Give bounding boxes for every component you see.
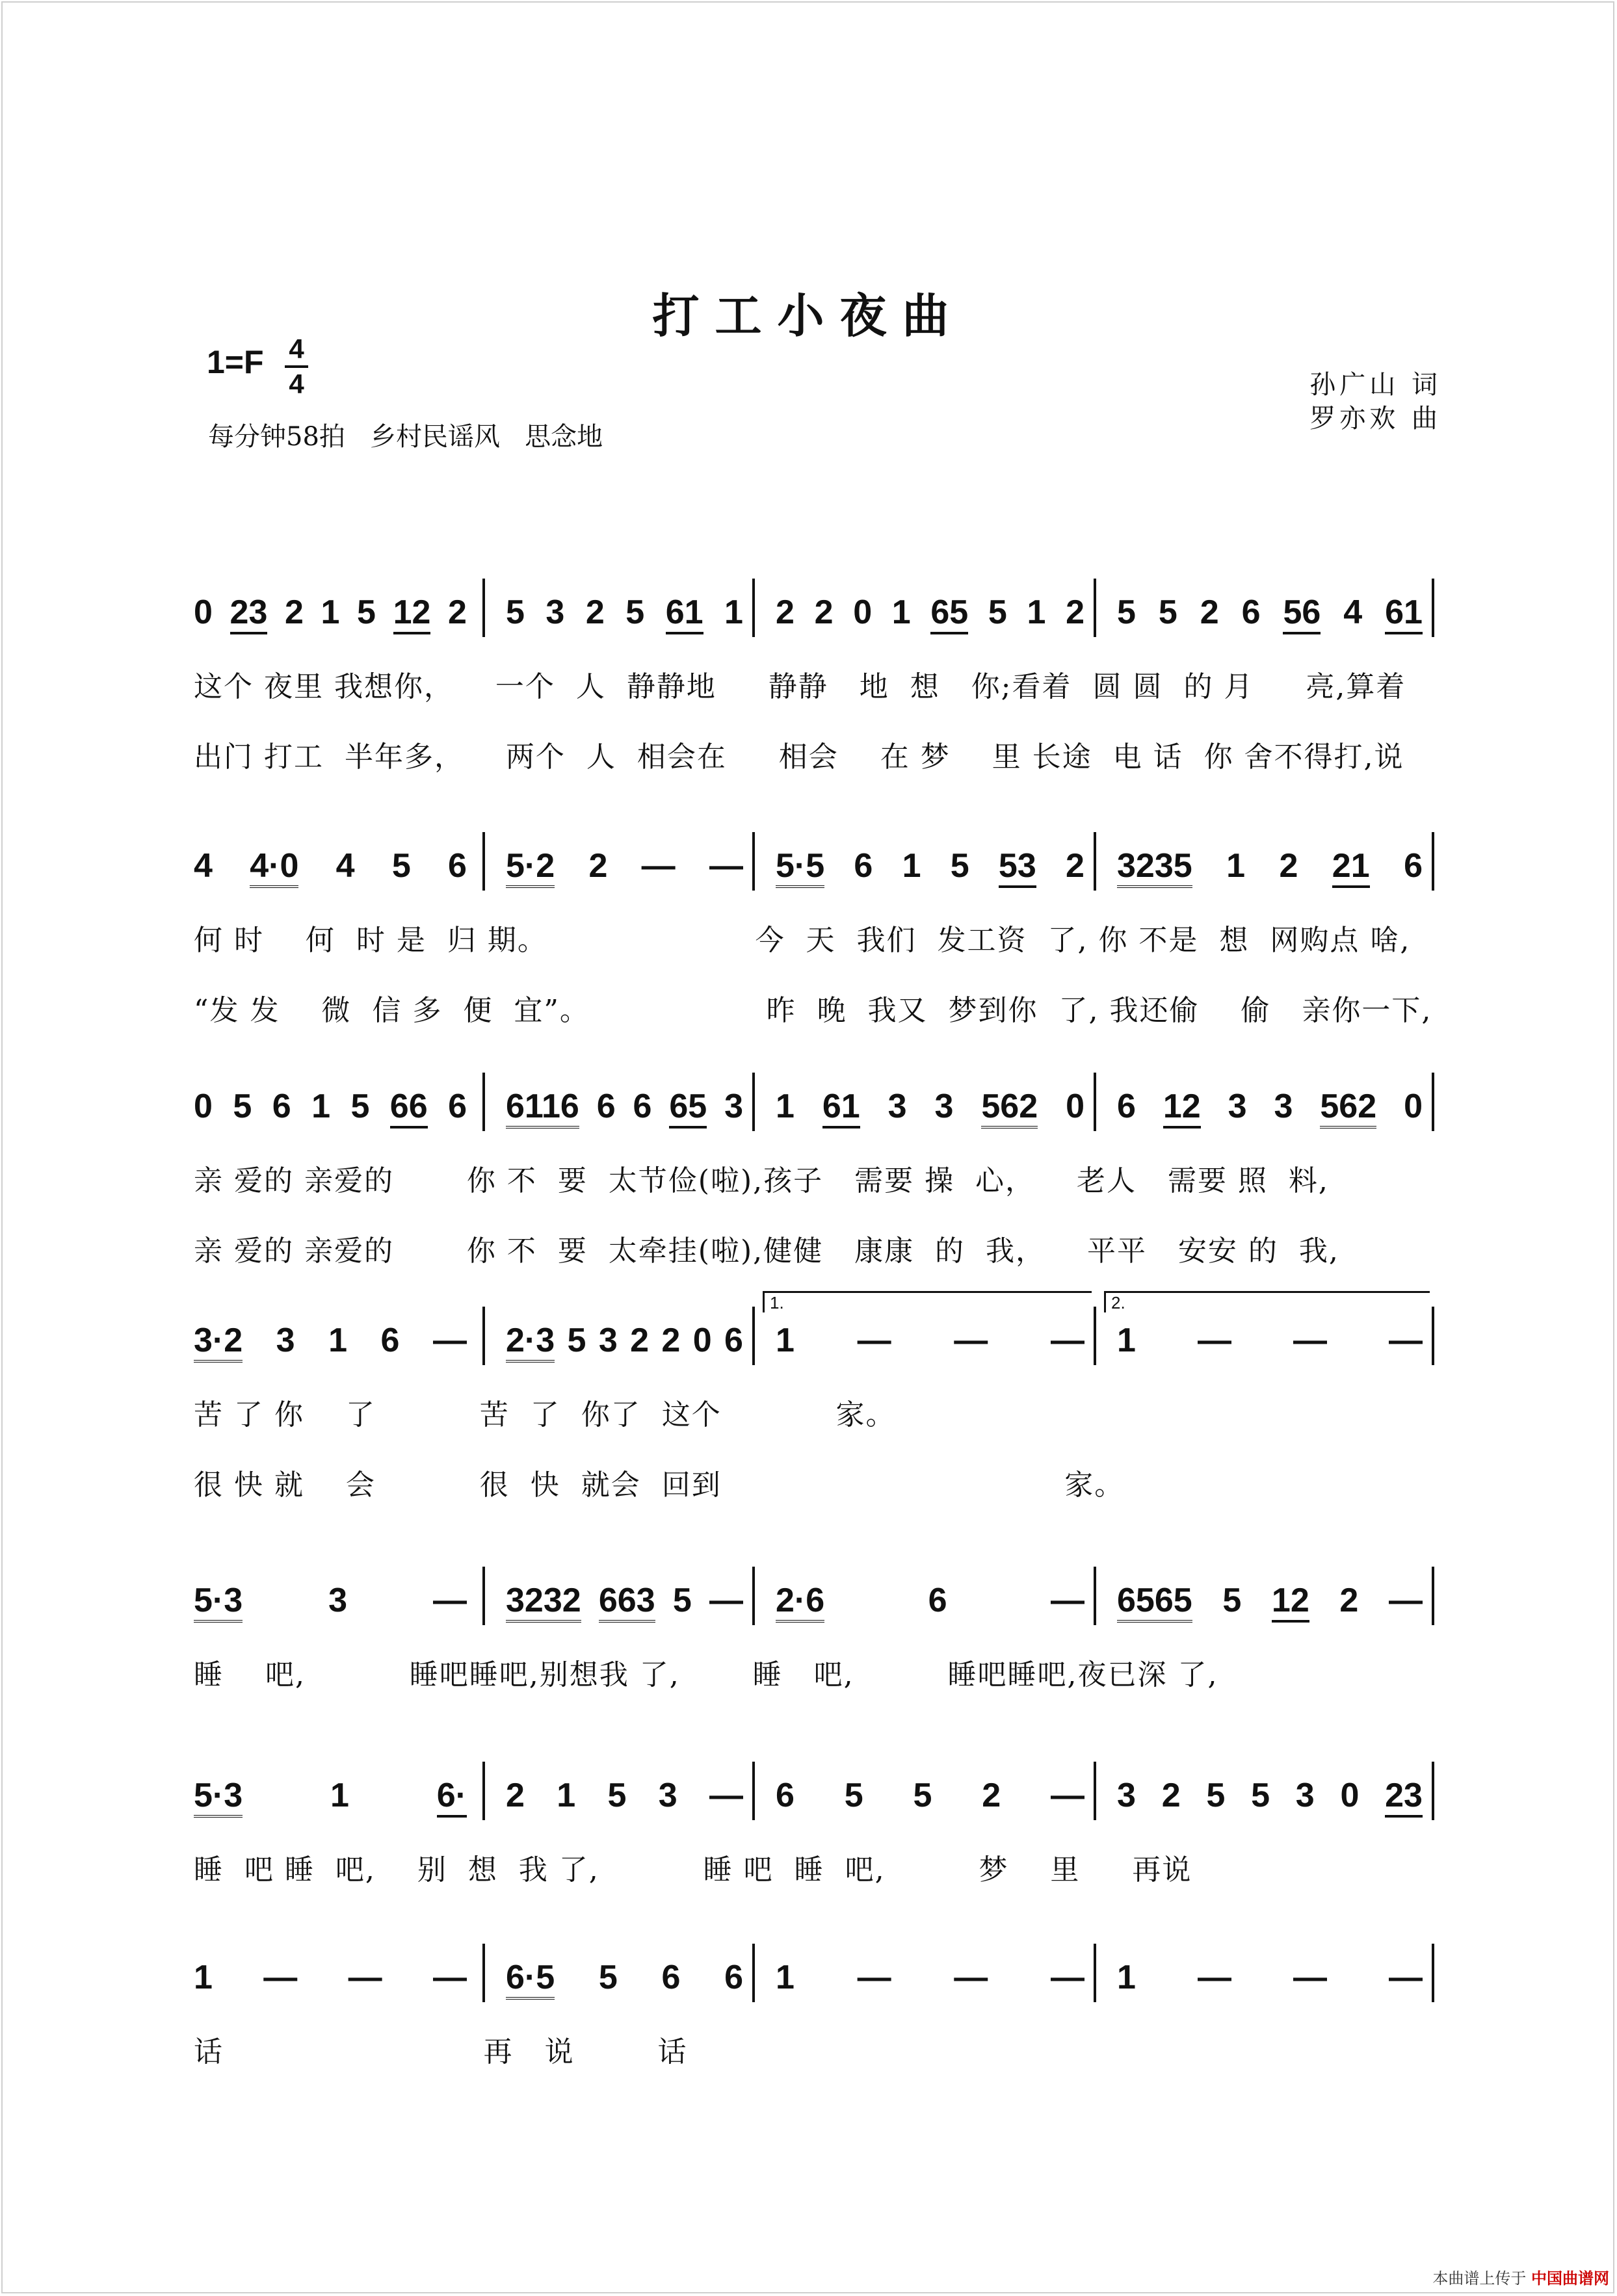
- note: 5: [350, 1088, 370, 1125]
- note: —: [709, 1582, 743, 1619]
- barline: [1094, 1762, 1096, 1820]
- note: 3: [1274, 1088, 1293, 1125]
- barline: [1432, 1762, 1434, 1820]
- lyric-line: 睡 吧, 睡吧睡吧,别想我 了, 睡 吧, 睡吧睡吧,夜已深 了,: [194, 1658, 1218, 1691]
- measure: [1117, 826, 1423, 904]
- note: 6: [1241, 594, 1261, 631]
- note: 2: [630, 1322, 650, 1359]
- measure: [1117, 572, 1423, 650]
- note: —: [954, 1322, 988, 1359]
- note: —: [1050, 1959, 1085, 1996]
- measure: [194, 572, 467, 650]
- note: 0: [1066, 1088, 1085, 1125]
- note: 2·3: [506, 1300, 555, 1363]
- notes-row: [194, 1293, 1449, 1378]
- note: 5: [988, 594, 1007, 631]
- time-signature: [283, 335, 309, 398]
- measure: [776, 572, 1085, 650]
- volta-ending: 1.: [763, 1291, 1092, 1312]
- note: 2: [1066, 847, 1085, 885]
- note: 2: [1279, 847, 1298, 885]
- measure: [776, 1755, 1085, 1833]
- measure: [1117, 1560, 1423, 1638]
- note: 1: [1117, 1959, 1136, 1996]
- barline: [1432, 832, 1434, 891]
- note: 5: [844, 1777, 863, 1814]
- barline: [482, 1073, 485, 1131]
- note: 2: [588, 847, 608, 885]
- barline: [482, 1567, 485, 1625]
- note: 2: [814, 594, 834, 631]
- measure: [776, 1937, 1085, 2015]
- note: —: [433, 1959, 467, 1996]
- note: 5: [913, 1777, 932, 1814]
- note: 12: [1163, 1066, 1201, 1128]
- time-signature-bottom: 4: [289, 369, 304, 399]
- lyric-line: 睡 吧 睡 吧, 别 想 我 了, 睡 吧 睡 吧, 梦 里 再说: [194, 1853, 1192, 1886]
- note: 5·3: [194, 1560, 243, 1623]
- measure: [506, 1066, 743, 1144]
- note: —: [857, 1322, 891, 1359]
- note: 562: [1320, 1066, 1376, 1128]
- measure: [506, 826, 743, 904]
- barline: [482, 832, 485, 891]
- note: 6: [272, 1088, 291, 1125]
- note: 3: [658, 1777, 677, 1814]
- note: 5·2: [506, 826, 555, 888]
- note: 1: [328, 1322, 348, 1359]
- measure: [194, 826, 467, 904]
- note: 562: [981, 1066, 1038, 1128]
- note: 5: [506, 594, 525, 631]
- note: 5: [1222, 1582, 1242, 1619]
- note: 1: [194, 1959, 213, 1996]
- footer-text: 本曲谱上传于: [1432, 2269, 1527, 2288]
- note: 2: [776, 594, 795, 631]
- note: 6·: [437, 1755, 467, 1818]
- measure: [506, 1937, 743, 2015]
- note: 1: [776, 1322, 795, 1359]
- note: 6: [596, 1088, 616, 1125]
- lyric-line: 话 再 说 话: [194, 2035, 688, 2068]
- footer-brand: 中国曲谱网: [1531, 2269, 1609, 2288]
- note: 0: [194, 594, 213, 631]
- note: 4·0: [250, 826, 298, 888]
- key-signature: 1=F: [207, 344, 264, 380]
- note: —: [432, 1582, 467, 1619]
- note: 1: [557, 1777, 576, 1814]
- note: 6: [854, 847, 873, 885]
- note: 65: [669, 1066, 707, 1128]
- measure: [506, 1560, 743, 1638]
- measure: [506, 572, 743, 650]
- lyric-line: 亲 爱的 亲爱的 你 不 要 太节俭(啦),孩子 需要 操 心， 老人 需要 照 料,: [194, 1164, 1329, 1197]
- note: 3: [1117, 1777, 1136, 1814]
- note: 3: [1295, 1777, 1315, 1814]
- note: 61: [822, 1066, 860, 1128]
- note: 6: [661, 1959, 681, 1996]
- note: 2: [1066, 594, 1085, 631]
- note: 2: [1200, 594, 1219, 631]
- note: 2: [661, 1322, 681, 1359]
- note: 3: [546, 594, 565, 631]
- note: 5: [625, 594, 645, 631]
- note: 2: [448, 594, 467, 631]
- note: —: [1388, 1322, 1423, 1359]
- barline: [752, 579, 755, 637]
- barline: [482, 1944, 485, 2002]
- note: 3: [934, 1088, 954, 1125]
- barline: [752, 1762, 755, 1820]
- barline: [482, 579, 485, 637]
- notes-row: [194, 1066, 1449, 1144]
- tempo-marking: 每分钟58拍 乡村民谣风 思念地: [208, 422, 603, 452]
- note: 1: [776, 1088, 795, 1125]
- note: 6·5: [506, 1937, 555, 2000]
- measure: [776, 1066, 1085, 1144]
- lyric-line: 这个 夜里 我想你， 一个 人 静静地 静静 地 想 你;看着 圆 圆 的 月 亮,算着: [194, 670, 1406, 703]
- note: 3: [598, 1322, 618, 1359]
- note: 6: [633, 1088, 652, 1125]
- lyric-line: 很 快 就 会 很 快 就会 回到 家。: [194, 1468, 1125, 1502]
- measure: [776, 826, 1085, 904]
- note: —: [857, 1959, 891, 1996]
- note: —: [348, 1959, 382, 1996]
- note: 5: [357, 594, 376, 631]
- note: —: [1293, 1959, 1327, 1996]
- barline: [1432, 1307, 1434, 1365]
- notes-row: [194, 1755, 1449, 1833]
- note: 1: [891, 594, 911, 631]
- note: 5: [567, 1322, 586, 1359]
- barline: [752, 1307, 755, 1365]
- note: 5: [607, 1777, 627, 1814]
- note: 1: [311, 1088, 330, 1125]
- note: —: [954, 1959, 988, 1996]
- note: 5: [672, 1582, 692, 1619]
- note: —: [1197, 1959, 1231, 1996]
- measure: [194, 1937, 467, 2015]
- barline: [482, 1762, 485, 1820]
- note: 1: [321, 594, 340, 631]
- note: 1: [1027, 594, 1046, 631]
- barline: [1432, 1073, 1434, 1131]
- note: 3232: [506, 1560, 581, 1623]
- measure: [776, 1560, 1085, 1638]
- note: —: [1293, 1322, 1327, 1359]
- note: 23: [1385, 1755, 1423, 1818]
- note: 3: [887, 1088, 907, 1125]
- note: —: [1050, 1322, 1085, 1359]
- note: —: [709, 847, 743, 885]
- note: 1: [1226, 847, 1246, 885]
- note: 2: [284, 594, 304, 631]
- measure: [506, 1755, 743, 1833]
- note: 12: [393, 572, 431, 634]
- notes-row: [194, 572, 1449, 650]
- note: 61: [1385, 572, 1423, 634]
- note: 5: [1251, 1777, 1270, 1814]
- barline: [1094, 1944, 1096, 2002]
- note: 6: [1117, 1088, 1136, 1125]
- lyric-line: 苦 了 你 了 苦 了 你了 这个 家。: [194, 1398, 896, 1431]
- note: 4: [335, 847, 355, 885]
- barline: [752, 1944, 755, 2002]
- footer-credit: [1432, 2265, 1609, 2288]
- measure: [194, 1066, 467, 1144]
- note: 2: [506, 1777, 525, 1814]
- note: 2: [982, 1777, 1001, 1814]
- note: 12: [1272, 1560, 1309, 1623]
- note: 53: [999, 826, 1036, 888]
- note: —: [709, 1777, 743, 1814]
- barline: [1094, 579, 1096, 637]
- note: 61: [666, 572, 703, 634]
- note: 2: [585, 594, 605, 631]
- note: —: [1050, 1582, 1085, 1619]
- barline: [1094, 1073, 1096, 1131]
- note: 6: [776, 1777, 795, 1814]
- note: 663: [599, 1560, 655, 1623]
- note: —: [432, 1322, 467, 1359]
- note: 0: [194, 1088, 213, 1125]
- note: —: [1388, 1959, 1423, 1996]
- note: —: [641, 847, 676, 885]
- note: 3·2: [194, 1300, 243, 1363]
- note: 5·3: [194, 1755, 243, 1818]
- composer-credit: 罗亦欢 曲: [1309, 404, 1441, 434]
- note: 65: [930, 572, 968, 634]
- note: 6565: [1117, 1560, 1192, 1623]
- measure: [1117, 1937, 1423, 2015]
- note: 1: [776, 1959, 795, 1996]
- note: 56: [1283, 572, 1321, 634]
- note: 5: [598, 1959, 618, 1996]
- note: 0: [692, 1322, 712, 1359]
- barline: [1094, 1567, 1096, 1625]
- note: 2: [1339, 1582, 1359, 1619]
- barline: [752, 1073, 755, 1131]
- note: 5: [1117, 594, 1136, 631]
- barline: [1432, 1567, 1434, 1625]
- measure: [1117, 1066, 1423, 1144]
- note: 21: [1332, 826, 1370, 888]
- note: —: [1389, 1582, 1423, 1619]
- note: 6: [928, 1582, 947, 1619]
- note: 5: [391, 847, 411, 885]
- note: 5: [233, 1088, 252, 1125]
- time-signature-top: 4: [289, 333, 304, 364]
- barline: [1094, 1307, 1096, 1365]
- note: 5·5: [776, 826, 824, 888]
- score-title: 打工小夜曲: [652, 288, 965, 343]
- note: 3: [1228, 1088, 1247, 1125]
- barline: [752, 832, 755, 891]
- note: 3: [276, 1322, 295, 1359]
- lyric-line: “发 发 微 信 多 便 宜”。 昨 晚 我又 梦到你 了, 我还偷 偷 亲你一下,: [194, 994, 1432, 1027]
- notes-row: [194, 826, 1449, 904]
- note: 4: [194, 847, 213, 885]
- measure: [194, 1560, 467, 1638]
- note: 2·6: [776, 1560, 824, 1623]
- note: 1: [330, 1777, 349, 1814]
- note: 6: [1404, 847, 1423, 885]
- note: 6: [724, 1959, 743, 1996]
- barline: [482, 1307, 485, 1365]
- note: 2: [1161, 1777, 1181, 1814]
- note: 5: [950, 847, 969, 885]
- note: 1: [724, 594, 743, 631]
- note: —: [1197, 1322, 1231, 1359]
- note: 5: [1158, 594, 1177, 631]
- barline: [752, 1567, 755, 1625]
- volta-ending: 2.: [1104, 1291, 1430, 1312]
- barline: [1094, 832, 1096, 891]
- note: 6116: [506, 1066, 579, 1128]
- note: —: [263, 1959, 298, 1996]
- measure: [1117, 1755, 1423, 1833]
- lyric-line: 出门 打工 半年多， 两个 人 相会在 相会 在 梦 里 长途 电 话 你 舍不得打,说: [194, 740, 1404, 774]
- barline: [1432, 579, 1434, 637]
- note: 3: [724, 1088, 743, 1125]
- note: 4: [1343, 594, 1363, 631]
- note: 1: [902, 847, 921, 885]
- note: —: [1051, 1777, 1085, 1814]
- note: 0: [853, 594, 873, 631]
- note: 3: [328, 1582, 348, 1619]
- notes-row: [194, 1937, 1449, 2015]
- note: 1: [1117, 1322, 1136, 1359]
- measure: [194, 1755, 467, 1833]
- note: 66: [390, 1066, 428, 1128]
- note: 23: [230, 572, 268, 634]
- note: 6: [724, 1322, 743, 1359]
- measure: [506, 1300, 743, 1378]
- note: 0: [1340, 1777, 1360, 1814]
- note: 6: [448, 847, 467, 885]
- notes-row: [194, 1560, 1449, 1638]
- note: 6: [380, 1322, 400, 1359]
- lyricist-credit: 孙广山 词: [1309, 370, 1441, 400]
- note: 0: [1404, 1088, 1423, 1125]
- measure: [194, 1300, 467, 1378]
- note: 3235: [1117, 826, 1192, 888]
- barline: [1432, 1944, 1434, 2002]
- note: 6: [448, 1088, 467, 1125]
- lyric-line: 亲 爱的 亲爱的 你 不 要 太牵挂(啦),健健 康康 的 我， 平平 安安 的 我,: [194, 1234, 1339, 1268]
- lyric-line: 何 时 何 时 是 归 期。 今 天 我们 发工资 了, 你 不是 想 网购点 啥,: [194, 924, 1411, 957]
- note: 5: [1206, 1777, 1226, 1814]
